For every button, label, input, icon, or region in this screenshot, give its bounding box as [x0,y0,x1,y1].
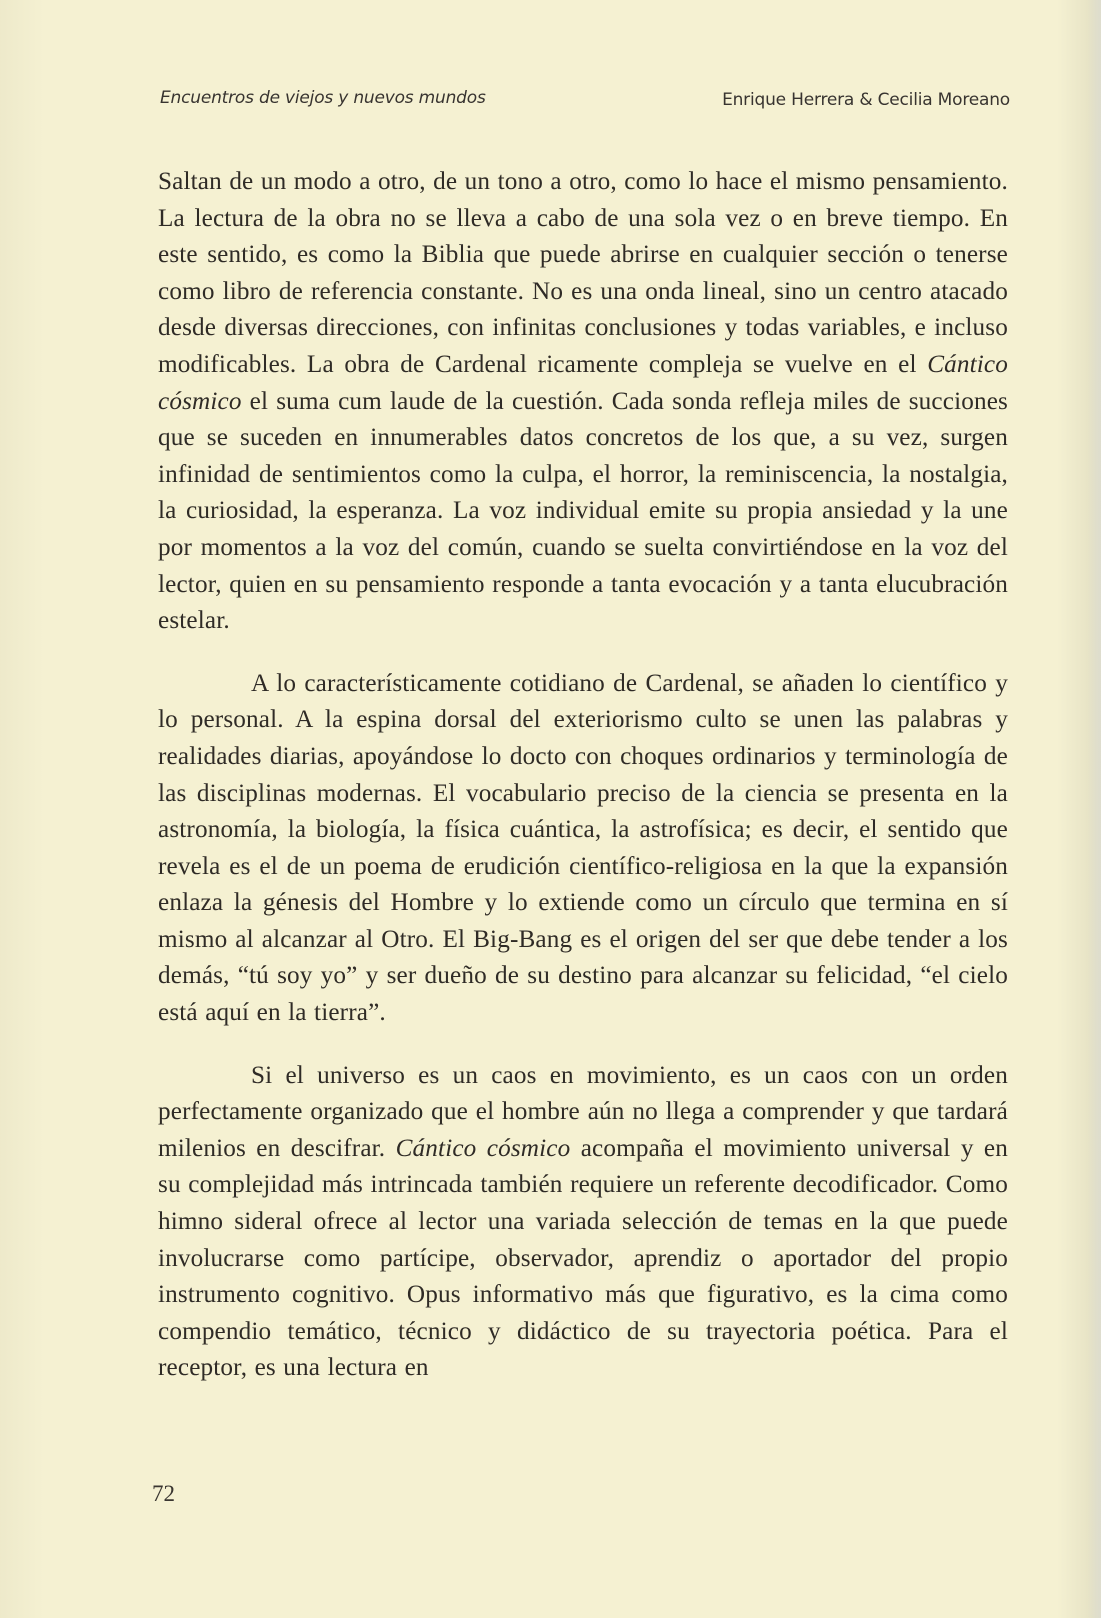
scan-edge [1087,0,1101,1618]
text-run: Si el universo es un caos en movimiento, es un caos con un orden perfectamente organizado que el hombre aún no llega a comprender y que tardará milenios en descifrar. [158,1061,1008,1162]
italic-title-run: Cántico cósmico [158,350,1008,415]
text-run: acompaña el movimiento universal y en su complejidad más intrincada también requiere un referente decodificador. Como himno sideral ofrece al lector una variada selección de temas en la que puede involucrarse como partícipe, observador, aprendiz o aportador del propio instrumento cognitivo. Opus informativo más que figurativo, es la cima como compendio temático, técnico y didáctico de su trayectoria poética. Para el receptor, es una lectura en [158,1134,1008,1382]
text-run: A lo característicamente cotidiano de Cardenal, se añaden lo científico y lo personal. A la espina dorsal del exteriorismo culto se unen las palabras y realidades diarias, apoyándose lo docto con choques ordinarios y terminología de las disciplinas modernas. El vocabulario preciso de la ciencia se presenta en la astronomía, la biología, la física cuántica, la astrofísica; es decir, el sentido que revela es el de un poema de erudición científico-religiosa en la que la expansión enlaza la génesis del Hombre y lo extiende como un círculo que termina en sí mismo al alcanzar al Otro. El Big-Bang es el origen del ser que debe tender a los demás, “tú soy yo” y ser dueño de su destino para alcanzar su felicidad, “el cielo está aquí en la tierra”. [158,669,1008,1027]
running-header-authors: Enrique Herrera & Cecilia Moreano [722,90,1010,110]
text-run: Saltan de un modo a otro, de un tono a otro, como lo hace el mismo pensamiento. La lectura de la obra no se lleva a cabo de una sola vez o en breve tiempo. En este sentido, es como la Biblia que puede abrirse en cualquier sección o tenerse como libro de referencia constante. No es una onda lineal, sino un centro atacado desde diversas direcciones, con infinitas conclusiones y todas variables, e incluso modificables. La obra de Cardenal ricamente compleja se vuelve en el [158,168,1008,378]
paragraph-3 [158,1058,1008,1387]
page-body [158,164,1008,1387]
paragraph-2 [158,666,1008,1032]
running-header [160,88,1010,116]
text-run: el suma cum laude de la cuestión. Cada sonda refleja miles de succiones que se suceden en innumerables datos concretos de los que, a su vez, surgen infinidad de sentimientos como la culpa, el horror, la reminiscencia, la nostalgia, la curiosidad, la esperanza. La voz individual emite su propia ansiedad y la une por momentos a la voz del común, cuando se suelta convirtiéndose en la voz del lector, quien en su pensamiento responde a tanta evocación y a tanta elucubración estelar. [158,387,1008,635]
page-number: 72 [152,1481,175,1506]
running-header-book-title: Encuentros de viejos y nuevos mundos [160,88,486,108]
paragraph-1 [158,164,1008,640]
italic-title-run: Cántico cósmico [395,1134,571,1162]
